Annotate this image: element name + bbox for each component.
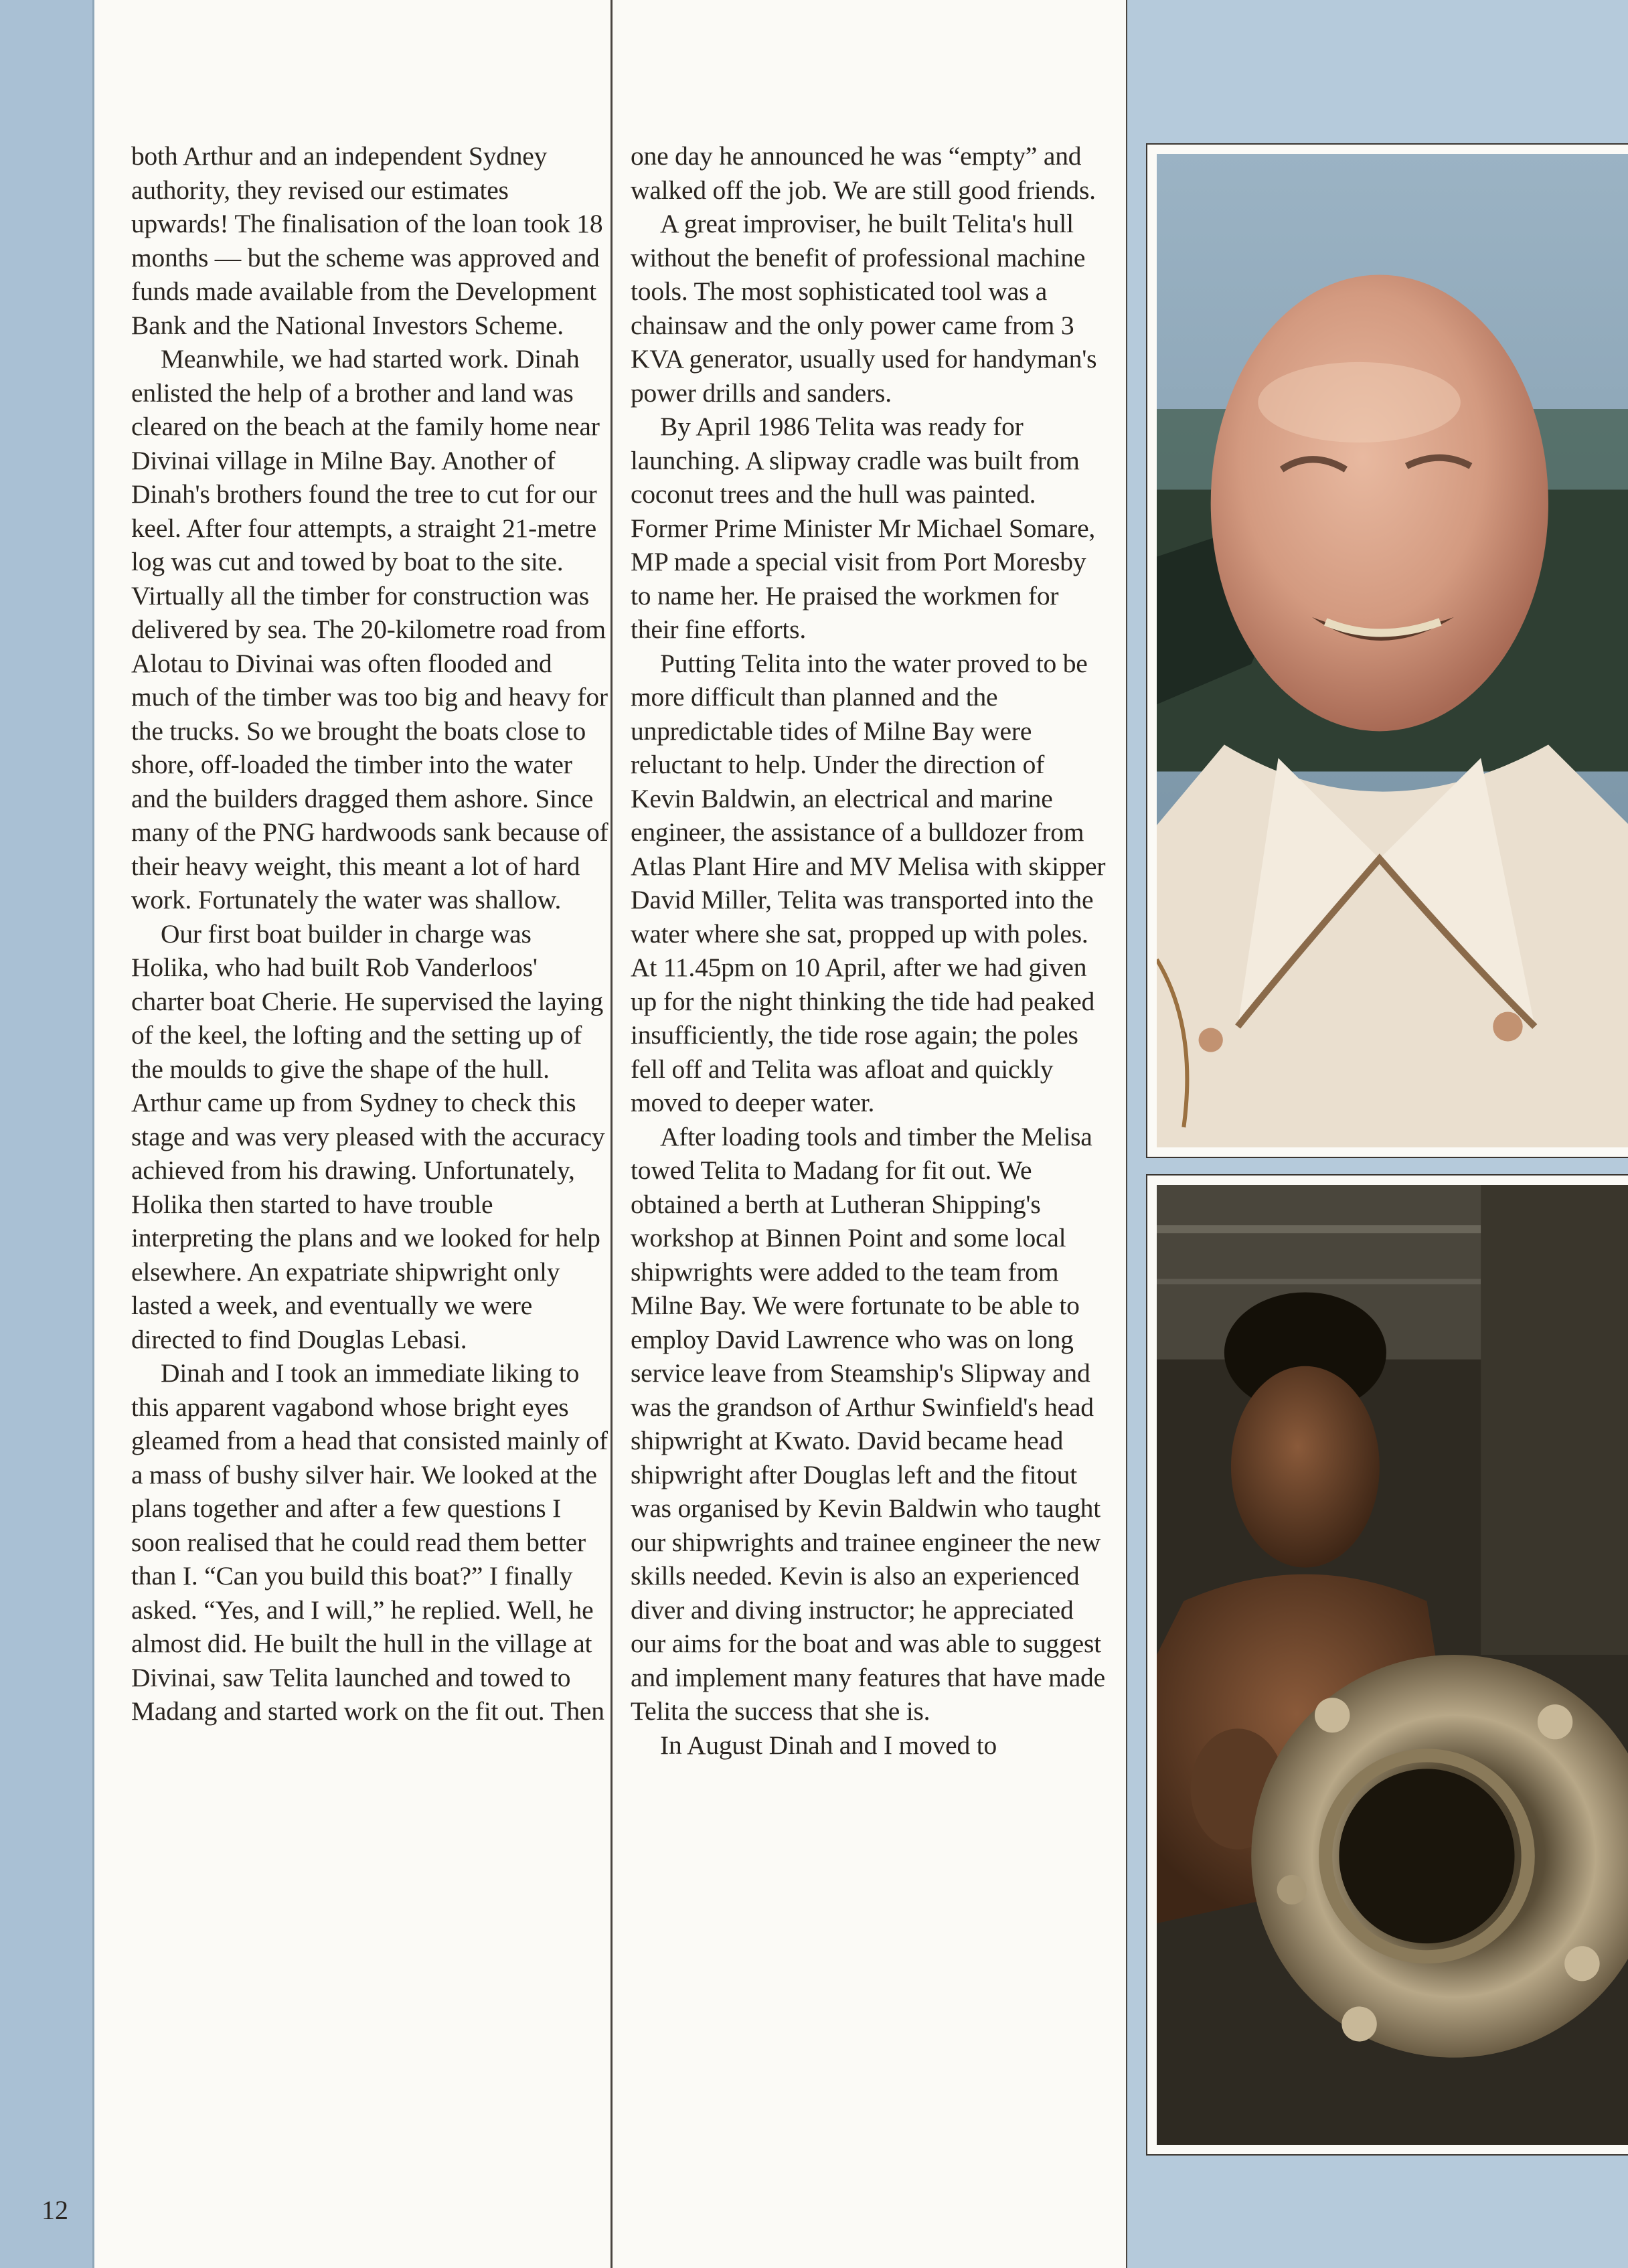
paragraph: A great improviser, he built Telita's hull without the benefit of professional machine tools. The most sophisticated tool was a chainsaw and the only power came from 3 KVA generator, usually used for handyman's power drills and sanders. (631, 209, 1097, 408)
paragraph: Meanwhile, we had started work. Dinah enlisted the help of a brother and land was cleared on the beach at the family home near Divinai village in Milne Bay. Another of Dinah's brothers found the tree to cut for our keel. After four attempts, a straight 21-metre log was cut and towed by boat to the site. Virtually all the timber for construction was delivered by sea. The 20-kilometre road from Alotau to Divinai was often flooded and much of the timber was too big and heavy for the trucks. So we brought the boats close to shore, off-loaded the timber into the water and the builders dragged them ashore. Since many of the PNG hardwoods sank because of their heavy weight, this meant a lot of hard work. Fortunately the water was shallow. (131, 344, 608, 914)
left-color-band (0, 0, 94, 2268)
paragraph: By April 1986 Telita was ready for launching. A slipway cradle was built from coconut trees and the hull was painted. Former Prime Minister Mr Michael Somare, MP made a special visit from Port Moresby to name her. He praised the workmen for their fine efforts. (631, 412, 1096, 644)
paragraph: After loading tools and timber the Melisa towed Telita to Madang for fit out. We obtained a berth at Lutheran Shipping's workshop at Binnen Point and some local shipwrights were added to the team from Milne Bay. We were fortunate to be able to employ David Lawrence who was on long service leave from Steamship's Slipway and was the grandson of Arthur Swinfield's head shipwright at Kwato. David became head shipwright after Douglas left and the fitout was organised by Kevin Baldwin who taught our shipwrights and trainee engineer the new skills needed. Kevin is also an experienced diver and diving instructor; he appreciated our aims for the boat and was able to suggest and implement many features that have made Telita the success that she is. (631, 1121, 1105, 1726)
paragraph: Our first boat builder in charge was Holika, who had built Rob Vanderloos' charter boat Cherie. He supervised the laying of the keel, the lofting and the setting up of the moulds to give the shape of the hull. Arthur came up from Sydney to check this stage and was very pleased with the accuracy achieved from his drawing. Unfortunately, Holika then started to have trouble interpreting the plans and we looked for help elsewhere. An expatriate shipwright only lasted a week, and eventually we were directed to find Douglas Lebasi. (131, 918, 605, 1354)
portrait-photo (1157, 154, 1628, 1147)
shipwright-photo (1157, 1185, 1628, 2145)
column-rule-1 (610, 0, 613, 2268)
paragraph: one day he announced he was “empty” and walked off the job. We are still good friends. (631, 141, 1096, 205)
photo-shipwright-frame (1146, 1174, 1628, 2156)
paragraph: Putting Telita into the water proved to be more difficult than planned and the unpredictable tides of Milne Bay were reluctant to help. Under the direction of Kevin Baldwin, an electrical and marine engineer, the assistance of a bulldozer from Atlas Plant Hire and MV Melisa with skipper David Miller, Telita was transported into the water where she sat, propped up with poles. At 11.45pm on 10 April, after we had given up for the night thinking the tide had peaked insufficiently, the tide rose again; the poles fell off and Telita was afloat and quickly moved to deeper water. (631, 648, 1106, 1117)
paragraph: In August Dinah and I moved to (660, 1730, 997, 1760)
text-column-2 (631, 139, 1109, 2154)
text-column-1 (131, 139, 610, 2154)
paragraph: Dinah and I took an immediate liking to this apparent vagabond whose bright eyes gleamed from a head that consisted mainly of a mass of bushy silver hair. We looked at the plans together and after a few questions I soon realised that he could read them better than I. “Can you build this boat?” I finally asked. “Yes, and I will,” he replied. Well, he almost did. He built the hull in the village at Divinai, saw Telita launched and towed to Madang and started work on the fit out. Then (131, 1358, 608, 1726)
page-number: 12 (42, 2195, 68, 2225)
left-band-edge (92, 0, 94, 2268)
photo-portrait-frame (1146, 143, 1628, 1158)
paragraph: both Arthur and an independent Sydney authority, they revised our estimates upwards! The finalisation of the loan took 18 months — but the scheme was approved and funds made available from the Development Bank and the National Investors Scheme. (131, 141, 603, 340)
